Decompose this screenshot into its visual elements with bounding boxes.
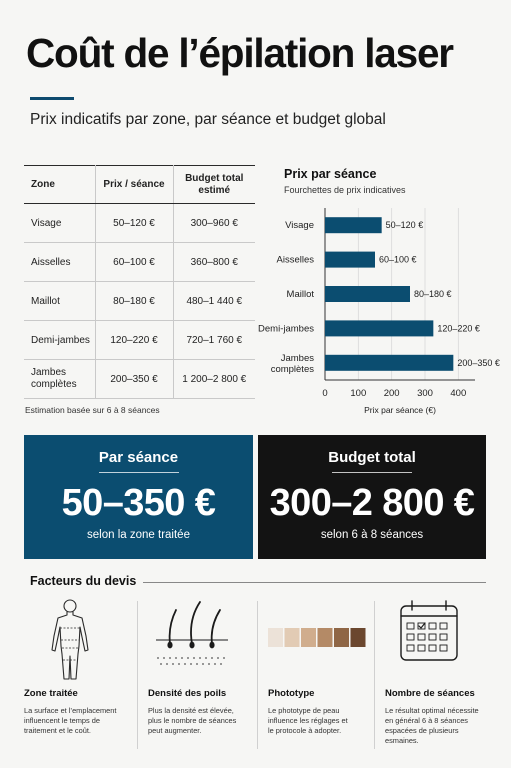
skin-tone-swatch [334,628,349,647]
per-session-value: 50–350 € [61,482,216,524]
table-header-price: Prix / séance [95,166,173,204]
table-cell-zone-label: Jambes complètes [31,367,77,390]
total-budget-summary-box [258,435,486,559]
per-session-note: selon la zone traitée [87,529,190,541]
table-cell-price: 200–350 € [95,360,173,399]
table-header-budget [173,166,255,204]
skin-tone-swatch [301,628,316,647]
chart-data-label: 200–350 € [457,357,500,368]
table-row [24,321,255,360]
chart-category-label: Jambes complètes [270,352,314,375]
factor-description-line: Plus la densité est élevée, [148,706,234,715]
table-header-budget-label: Budget total estimé [185,172,244,196]
chart-bar [325,355,453,371]
skin-tone-swatches-icon [268,596,378,682]
table-row [24,243,255,282]
factor-divider [137,601,138,749]
factor-description [268,706,348,736]
chart-data-label: 50–120 € [385,220,424,231]
hair-follicles-icon [148,596,258,682]
factor-description-line: Le phototype de peau [268,706,340,715]
page-title: Coût de l’épilation laser [26,30,453,76]
chart-data-label: 60–100 € [379,254,417,265]
chart-title: Prix par séance [284,167,377,181]
factors-title: Facteurs du devis [30,574,137,588]
table-cell-zone: Aisselles [24,243,95,282]
chart-category-label: Demi-jambes [258,323,314,335]
chart-category-label: Aisselles [276,254,314,266]
factor-description-line: influencent le temps de [24,716,101,725]
table-cell-price: 80–180 € [95,282,173,321]
chart-x-axis-label: Prix par séance (€) [364,405,436,415]
table-cell-zone [24,360,95,399]
factor-description-line: en général 6 à 8 séances [385,716,469,725]
factor-description [385,706,479,746]
per-session-label: Par séance [98,449,179,466]
chart-data-label: 80–180 € [414,289,452,299]
chart-data-label: 120–220 € [437,323,480,334]
chart-subtitle: Fourchettes de prix indicatives [284,185,406,195]
factor-description-line: plus le nombre de séances [148,716,237,725]
factors-title-rule [143,582,486,583]
chart-tick-label: 0 [322,388,328,399]
factor-description-line: esmaines. [385,736,419,745]
table-cell-budget: 480–1 440 € [173,282,255,321]
chart-tick-label: 400 [450,388,467,399]
chart-bar [325,320,433,336]
calendar-icon [385,596,495,682]
chart-category-label: Maillot [286,289,314,300]
skin-tone-swatch [318,628,333,647]
total-budget-label: Budget total [328,449,416,466]
chart-bar [325,286,410,302]
table-cell-price: 120–220 € [95,321,173,360]
factor-description-line: le protocole à adopter. [268,726,342,735]
table-cell-zone: Demi-jambes [24,321,95,360]
table-cell-budget: 1 200–2 800 € [173,360,255,399]
table-header-row [24,166,255,204]
factor-title: Nombre de séances [385,688,475,699]
chart-tick-label: 300 [417,388,433,399]
factor-title: Densité des poils [148,688,227,699]
factor-description [148,706,236,736]
skin-tone-swatch [285,628,300,647]
body-silhouette-icon [24,596,134,682]
chart-category-label: Visage [285,220,314,232]
total-budget-value: 300–2 800 € [269,482,475,524]
factor-description-line: traitement et le coût. [24,726,91,735]
chart-bar [325,252,375,268]
skin-tone-swatch [268,628,283,647]
page-subtitle: Prix indicatifs par zone, par séance et budget global [30,111,386,128]
price-bar-chart [250,200,505,425]
table-header-zone: Zone [24,166,95,204]
title-underline [30,97,74,100]
table-cell-budget: 720–1 760 € [173,321,255,360]
factor-description-line: influence les réglages et [268,716,348,725]
factor-description-line: peut augmenter. [148,726,202,735]
table-cell-price: 60–100 € [95,243,173,282]
table-row [24,282,255,321]
table-cell-price: 50–120 € [95,204,173,243]
table-footnote: Estimation basée sur 6 à 8 séances [25,405,160,415]
table-cell-budget: 360–800 € [173,243,255,282]
price-table [24,165,255,399]
factor-description-line: espacées de plusieurs [385,726,459,735]
total-budget-note: selon 6 à 8 séances [320,529,424,541]
chart-bar [325,217,382,233]
factor-description-line: La surface et l’emplacement [24,706,117,715]
chart-tick-label: 100 [350,388,367,399]
table-row [24,204,255,243]
factor-title: Phototype [268,688,315,699]
table-cell-budget: 300–960 € [173,204,255,243]
skin-tone-swatch [351,628,366,647]
factor-description [24,706,116,736]
factor-title: Zone traitée [24,688,78,699]
per-session-summary-box [24,435,253,559]
total-budget-divider [332,472,412,473]
table-row [24,360,255,399]
factor-description-line: Le résultat optimal nécessite [385,706,479,715]
per-session-divider [99,472,179,473]
table-cell-zone: Visage [24,204,95,243]
table-cell-zone: Maillot [24,282,95,321]
chart-tick-label: 200 [383,388,400,399]
